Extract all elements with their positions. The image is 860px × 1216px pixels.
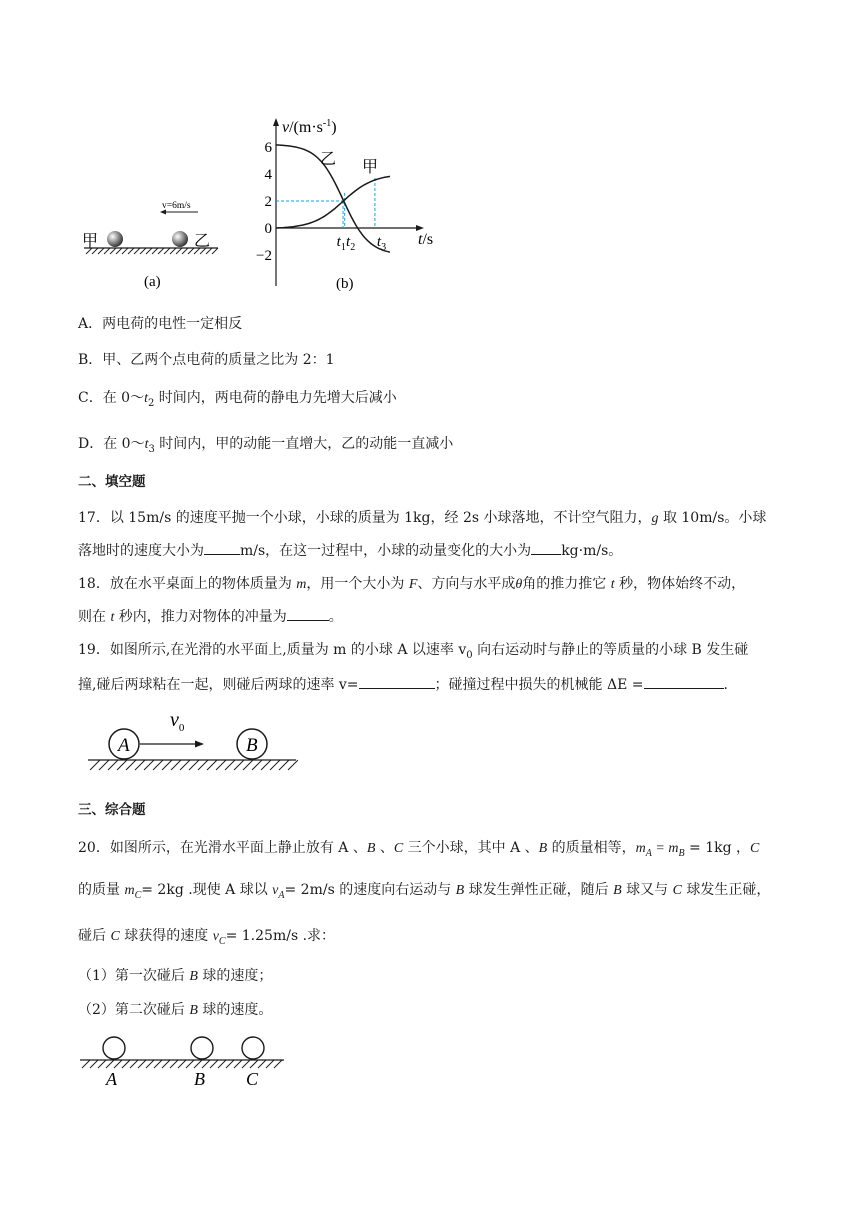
q17-text-2a: 落地时的速度大小为 xyxy=(78,543,204,559)
q20-mass-value: = 1kg ， xyxy=(684,840,751,856)
q20-text-3c: .求： xyxy=(298,928,336,944)
option-d-text-after: 时间内，甲的动能一直增大，乙的动能一直减小 xyxy=(154,436,454,452)
q17-line2 xyxy=(78,540,622,561)
label-a: A xyxy=(106,1069,117,1089)
hatch-mark xyxy=(243,760,253,770)
q19-line2 xyxy=(78,674,728,695)
hatch-mark xyxy=(128,248,134,254)
q20-sub2-var: B xyxy=(189,1003,198,1018)
hatch-mark xyxy=(266,1060,274,1068)
q20-line1 xyxy=(78,838,759,864)
hatch-mark xyxy=(226,1060,234,1068)
option-d-letter: D． xyxy=(78,436,104,452)
option-a-text: 两电荷的电性一定相反 xyxy=(102,316,243,332)
option-d-sub: 3 xyxy=(148,443,155,455)
option-b-letter: B． xyxy=(78,352,103,368)
option-c-text-after: 时间内，两电荷的静电力先增大后减小 xyxy=(154,390,397,406)
q18-text-1b: ，用一个大小为 xyxy=(306,576,409,592)
caption-a: (a) xyxy=(144,274,161,290)
hatch-mark xyxy=(130,1060,138,1068)
q20-var-b-4: B xyxy=(613,883,622,898)
q20-var-c-3: C xyxy=(672,883,682,898)
q18-text-1c: 、方向与水平成 xyxy=(417,576,516,592)
hatch-mark xyxy=(171,760,181,770)
q20-sub1-var: B xyxy=(189,969,198,984)
q20-text-1c: 三个小球，其中 A 、 xyxy=(403,840,539,856)
q18-line2 xyxy=(78,606,343,628)
hatch-mark xyxy=(122,248,128,254)
q20-line3 xyxy=(78,926,335,952)
hatch-mark xyxy=(176,248,182,254)
hatch-mark xyxy=(138,1060,146,1068)
hatch-mark xyxy=(153,760,163,770)
hatch-mark xyxy=(270,760,280,770)
hatch-mark xyxy=(186,1060,194,1068)
section-3-title: 三、综合题 xyxy=(78,802,146,818)
q17-text-1-end: 取 10m/s。小球 xyxy=(658,510,767,526)
q20-text-2b: .现使 A 球以 xyxy=(183,882,273,898)
hatch-mark xyxy=(99,760,109,770)
q19-line1 xyxy=(78,640,748,666)
y-tick-label: 0 xyxy=(264,221,272,237)
q19-blank-1[interactable] xyxy=(359,674,435,689)
caption-b: (b) xyxy=(336,276,354,292)
v0-arrow-head xyxy=(195,741,204,748)
hatch-mark xyxy=(117,760,127,770)
hatch-mark xyxy=(250,1060,258,1068)
q19-text-2c: . xyxy=(723,677,728,693)
ball-b xyxy=(191,1037,213,1059)
hatch-mark xyxy=(154,1060,162,1068)
hatch-mark xyxy=(146,1060,154,1068)
q19-figure xyxy=(84,704,298,774)
hatch-mark xyxy=(189,760,199,770)
q18-text-2a: 则在 xyxy=(78,609,111,625)
hatch-mark xyxy=(114,1060,122,1068)
q20-var-c-4: C xyxy=(110,929,120,944)
q19-text-2b: ；碰撞过程中损失的机械能 ΔE = xyxy=(434,677,644,693)
hatch-mark xyxy=(242,1060,250,1068)
figure-a xyxy=(76,190,236,290)
q19-sub: 0 xyxy=(466,649,473,661)
q18-var-t-2: t xyxy=(110,610,115,625)
hatch-mark xyxy=(98,248,104,254)
x-axis-label: t/s xyxy=(418,231,434,248)
hatch-mark xyxy=(82,1060,90,1068)
option-b-text: 甲、乙两个点电荷的质量之比为 2：1 xyxy=(102,352,335,368)
option-d xyxy=(78,434,453,460)
hatch-mark xyxy=(146,248,152,254)
hatch-mark xyxy=(279,760,289,770)
figure-b-velocity-time-chart xyxy=(250,116,450,296)
q18-text-2b: 秒内，推力对物体的冲量为 xyxy=(114,609,287,625)
y-tick-label: 6 xyxy=(264,140,272,156)
x-tick-label: $t_1$ xyxy=(336,234,346,253)
ball-b-label: B xyxy=(246,735,258,756)
q20-figure xyxy=(78,1032,288,1092)
section-2-title: 二、填空题 xyxy=(78,474,146,490)
q18-blank[interactable] xyxy=(287,606,329,621)
q20-sub1-text: （1）第一次碰后 xyxy=(78,968,190,984)
q17-text-2b: m/s，在这一过程中，小球的动量变化的大小为 xyxy=(240,543,532,559)
hatch-mark xyxy=(194,1060,202,1068)
hatch-mark xyxy=(108,760,118,770)
hatch-mark xyxy=(274,1060,282,1068)
hatch-mark xyxy=(218,1060,226,1068)
q20-sub2-end: 球的速度。 xyxy=(197,1002,273,1018)
q20-text-1b: 、 xyxy=(375,840,394,856)
hatch-mark xyxy=(170,248,176,254)
q18-text-1e: 秒，物体始终不动， xyxy=(614,576,746,592)
hatch-mark xyxy=(152,248,158,254)
q20-mc: $m_C$ xyxy=(124,883,142,901)
hatch-mark xyxy=(110,248,116,254)
q17-var-g: g xyxy=(651,511,659,526)
q20-line2 xyxy=(78,880,770,906)
hatch-mark xyxy=(134,248,140,254)
q18-line1 xyxy=(78,574,745,595)
speed-label: v=6m/s xyxy=(162,201,191,211)
q20-var-b-2: B xyxy=(538,841,548,856)
hatch-mark xyxy=(106,1060,114,1068)
q20-var-c: C xyxy=(393,841,404,856)
y-tick-label: −2 xyxy=(256,248,272,264)
ball-a xyxy=(103,1037,125,1059)
option-b xyxy=(78,350,335,370)
q18-text-1a: 18．放在水平桌面上的物体质量为 xyxy=(78,576,297,592)
hatch-mark xyxy=(135,760,145,770)
q20-text-2e: 球又与 xyxy=(621,882,673,898)
hatch-mark xyxy=(207,760,217,770)
ground-hatch xyxy=(82,1060,282,1068)
hatch-mark xyxy=(164,248,170,254)
q20-var-b: B xyxy=(366,841,376,856)
v0-label: $v_0$ xyxy=(170,709,185,734)
q20-text-3a: 碰后 xyxy=(78,928,111,944)
hatch-mark xyxy=(234,1060,242,1068)
x-tick-label: $t_2$ xyxy=(346,234,356,253)
q20-text-2f: 球发生正碰， xyxy=(681,882,771,898)
hatch-mark xyxy=(90,1060,98,1068)
hatch-mark xyxy=(170,1060,178,1068)
q18-text-1d: 角的推力推它 xyxy=(522,576,611,592)
y-axis-arrow xyxy=(273,118,279,126)
ball-c xyxy=(242,1037,264,1059)
q17-blank-1[interactable] xyxy=(204,540,240,555)
q18-var-t: t xyxy=(610,577,615,592)
q19-text-1: 19．如图所示,在光滑的水平面上,质量为 m 的小球 A 以速率 v xyxy=(78,642,467,658)
q20-var-b-3: B xyxy=(455,883,465,898)
q20-text-2a: 的质量 xyxy=(78,882,125,898)
q20-sub-2 xyxy=(78,1000,272,1021)
x-tick-label: $t_3$ xyxy=(376,234,387,253)
y-tick-label: 2 xyxy=(264,194,272,210)
hatch-mark xyxy=(116,248,122,254)
hatch-mark xyxy=(178,1060,186,1068)
q20-vc: $v_C$ xyxy=(212,929,226,947)
q20-mc-value: = 2kg xyxy=(141,882,184,898)
option-c-text-before: 在 0～ xyxy=(102,390,145,406)
option-c-var: t xyxy=(144,391,148,406)
curve-jia xyxy=(276,176,390,228)
y-axis-label: $v/(m\cdot s^{-1})$ xyxy=(282,118,337,136)
q20-va-value: = 2m/s xyxy=(284,882,335,898)
option-a xyxy=(78,314,242,334)
hatch-mark xyxy=(188,248,194,254)
hatch-mark xyxy=(162,1060,170,1068)
y-tick-label: 4 xyxy=(264,167,272,183)
hatch-mark xyxy=(225,760,235,770)
option-a-letter: A． xyxy=(78,316,103,332)
option-d-var: t xyxy=(144,437,149,452)
hatch-mark xyxy=(212,248,218,254)
hatch-mark xyxy=(210,1060,218,1068)
option-c-sub: 2 xyxy=(147,397,155,409)
q18-var-f: F xyxy=(408,577,418,592)
q20-text-3b: 球获得的速度 xyxy=(119,928,213,944)
hatch-mark xyxy=(98,1060,106,1068)
hatch-mark xyxy=(180,760,190,770)
q20-var-c-2: C xyxy=(750,841,760,856)
ball-jia-label: 甲 xyxy=(82,233,99,250)
q17-line1 xyxy=(78,508,766,529)
curve-label-jia: 甲 xyxy=(362,159,379,176)
hatch-mark xyxy=(182,248,188,254)
curve-label-yi: 乙 xyxy=(320,151,337,168)
q20-text-2d: 球发生弹性正碰，随后 xyxy=(464,882,614,898)
label-b: B xyxy=(194,1069,205,1089)
hatch-mark xyxy=(198,760,208,770)
hatch-mark xyxy=(158,248,164,254)
hatch-mark xyxy=(126,760,136,770)
q20-sub2-text: （2）第二次碰后 xyxy=(78,1002,190,1018)
ball-yi-label: 乙 xyxy=(194,233,211,250)
q19-text-2a: 撞,碰后两球粘在一起，则碰后两球的速率 v= xyxy=(78,677,359,693)
ground-hatch xyxy=(90,760,298,770)
hatch-mark xyxy=(258,1060,266,1068)
q20-vc-value: = 1.25m/s xyxy=(225,928,299,944)
hatch-mark xyxy=(234,760,244,770)
hatch-mark xyxy=(216,760,226,770)
q18-text-2c: 。 xyxy=(328,609,343,625)
ball-a-label: A xyxy=(118,735,130,756)
q17-text-1: 17．以 15m/s 的速度平抛一个小球，小球的质量为 1kg，经 2s 小球落地，不计空气阻力， xyxy=(78,510,652,526)
y-tick-labels xyxy=(256,140,272,264)
q17-blank-2[interactable] xyxy=(531,540,561,555)
q18-var-theta: θ xyxy=(515,577,523,592)
ball-yi xyxy=(172,231,188,247)
ball-jia xyxy=(107,231,123,247)
q19-blank-2[interactable] xyxy=(644,674,724,689)
q20-text-1a: 20．如图所示，在光滑水平面上静止放有 A 、 xyxy=(78,840,367,856)
q19-text-1-end: 向右运动时与静止的等质量的小球 B 发生碰 xyxy=(472,642,749,658)
q20-va: $v_A$ xyxy=(272,883,285,901)
option-d-text-before: 在 0～ xyxy=(103,436,145,452)
hatch-mark xyxy=(104,248,110,254)
q20-text-2c: 的速度向右运动与 xyxy=(334,882,456,898)
hatch-mark xyxy=(202,1060,210,1068)
hatch-mark xyxy=(261,760,271,770)
hatch-mark xyxy=(162,760,172,770)
option-c-letter: C． xyxy=(78,390,103,406)
q20-sub-1 xyxy=(78,966,272,987)
option-c xyxy=(78,388,397,414)
hatch-mark xyxy=(288,760,298,770)
hatch-mark xyxy=(90,760,100,770)
q20-text-1d: 的质量相等， xyxy=(547,840,636,856)
q18-var-m: m xyxy=(296,577,307,592)
q20-mass-a: $m_A = m_B$ xyxy=(635,841,685,859)
hatch-mark xyxy=(252,760,262,770)
q17-text-2c: kg·m/s。 xyxy=(561,543,623,559)
hatch-mark xyxy=(122,1060,130,1068)
hatch-mark xyxy=(144,760,154,770)
x-tick-labels xyxy=(337,234,386,253)
dashed-guides xyxy=(276,178,375,228)
hatch-mark xyxy=(140,248,146,254)
q20-sub1-end: 球的速度； xyxy=(197,968,273,984)
label-c: C xyxy=(246,1069,259,1089)
